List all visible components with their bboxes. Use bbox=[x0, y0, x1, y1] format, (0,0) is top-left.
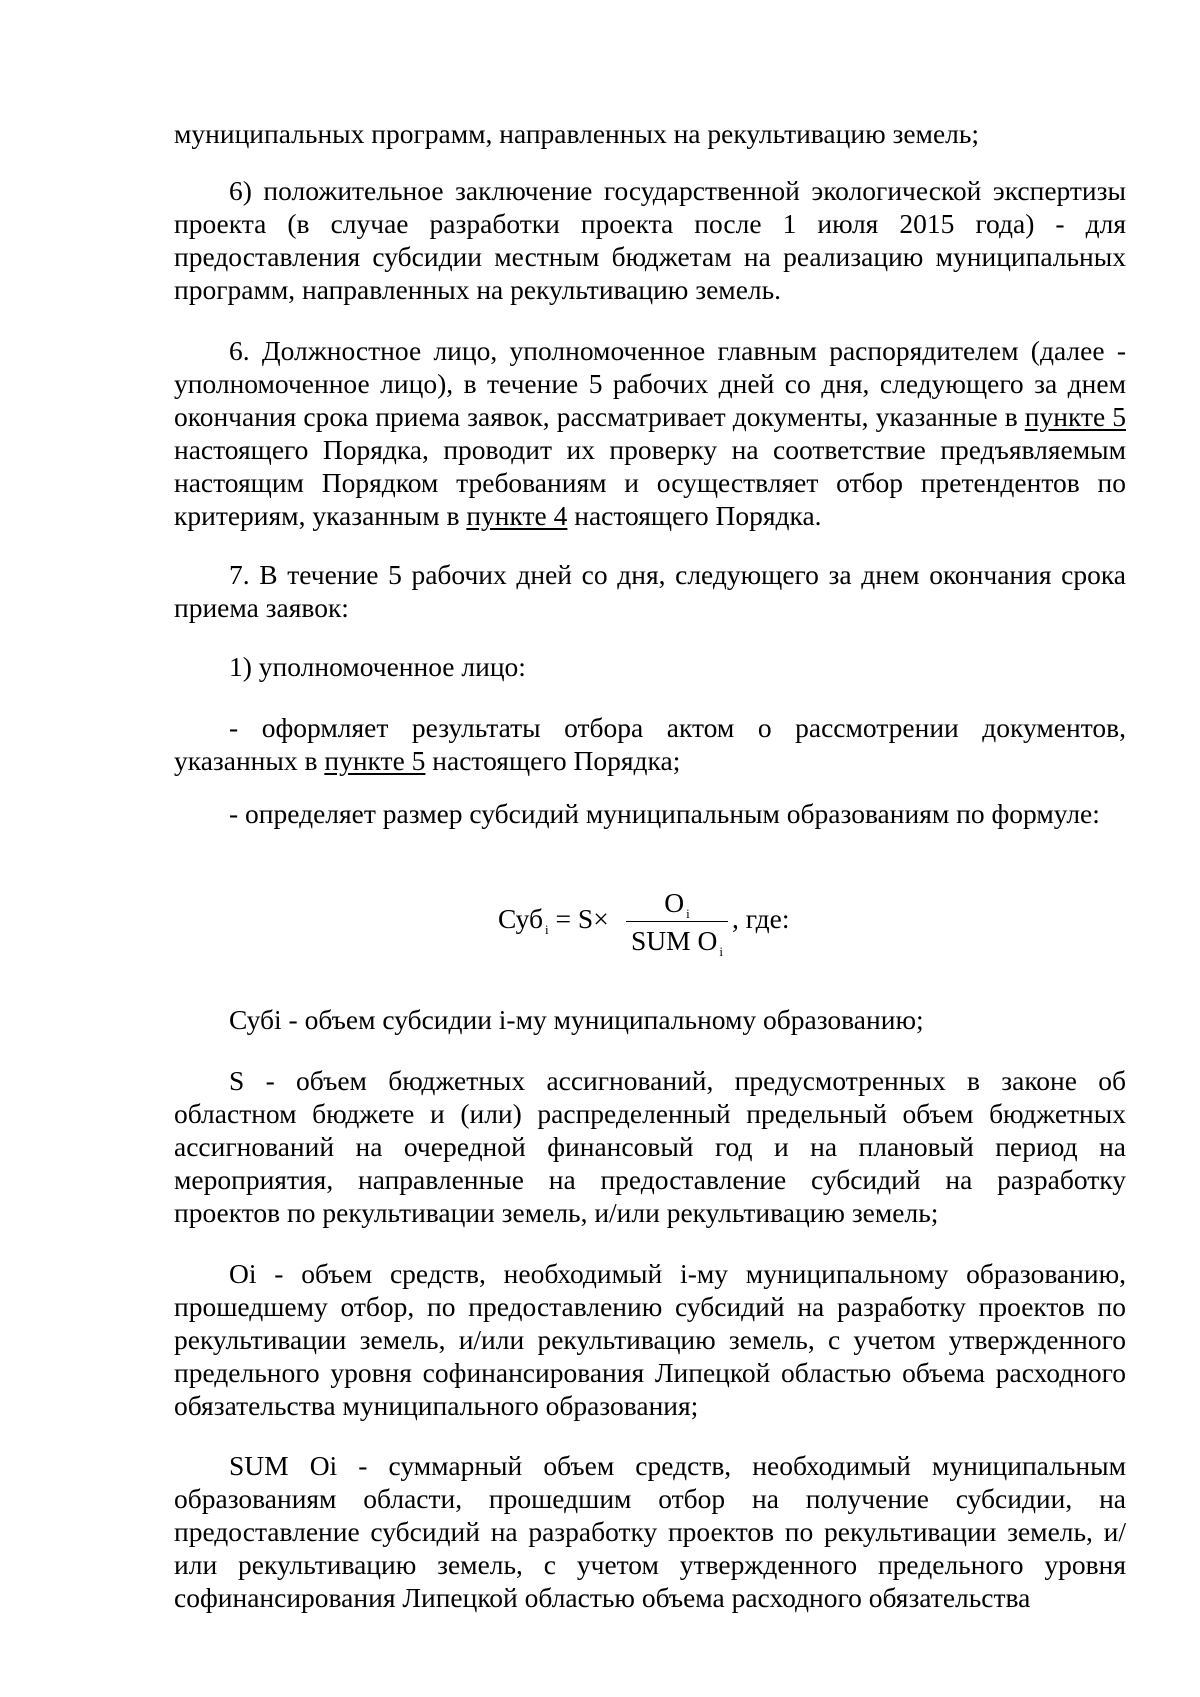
paragraph-clause-7: 7. В течение 5 рабочих дней со дня, следующего за днем окончания срока приема заявок: bbox=[174, 559, 1126, 623]
paragraph-clause-6 bbox=[174, 334, 1126, 532]
formula-tail: , где: bbox=[732, 903, 790, 934]
clause-6-text-start: 6. Должностное лицо, уполномоченное главным распорядителем (далее - уполномоченное лицо), в течение 5 рабочих дней со дня, следующего за днем окончания срока приема заявок, рассматривает документы, указанные в bbox=[174, 335, 1126, 432]
paragraph-def-oi: Oi - объем средств, необходимый i-му муниципальному образованию, прошедшему отбор, по предоставлению субсидий на разработку проектов по рекультивации земель, и/или рекультивацию земель, с учетом утвержденного предельного уровня софинансирования Липецкой областью объема расходного обязательства муниципального образования; bbox=[174, 1258, 1126, 1421]
paragraph-formalize-results bbox=[174, 711, 1126, 777]
paragraph-subitem-1: 1) уполномоченное лицо: bbox=[229, 651, 526, 682]
formalize-text-start: - оформляет результаты отбора актом о рассмотрении документов, указанных в bbox=[174, 712, 1126, 776]
paragraph-item-6: 6) положительное заключение государственной экологической экспертизы проекта (в случае разработки проекта после 1 июля 2015 года) - для предоставления субсидии местным бюджетам на реализацию муниципальных программ, направленных на рекультивацию земель. bbox=[174, 175, 1126, 305]
formalize-text-end: настоящего Порядка; bbox=[425, 745, 681, 776]
paragraph-def-sub: Субi - объем субсидии i-му муниципальному образованию; bbox=[229, 1004, 924, 1035]
paragraph-determine-size: - определяет размер субсидий муниципальным образованиям по формуле: bbox=[229, 798, 1100, 829]
paragraph-def-s: S - объем бюджетных ассигнований, предусмотренных в законе об областном бюджете и (или) распределенный предельный объем бюджетных ассигнований на очередной финансовый год и на плановый период на мероприятия, направленные на предоставление субсидий на разработку проектов по рекультивации земель, и/или рекультивацию земель; bbox=[174, 1065, 1126, 1228]
link-punkt-4[interactable]: пункте 4 bbox=[466, 500, 568, 531]
link-punkt-5[interactable]: пункте 5 bbox=[1024, 401, 1126, 432]
fraction-bar bbox=[626, 921, 728, 922]
formula-fraction bbox=[626, 886, 728, 957]
clause-6-text-end: настоящего Порядка. bbox=[567, 500, 822, 531]
formula-lhs: Суб $_i$ = S× bbox=[498, 903, 609, 937]
link-punkt-5-second[interactable]: пункте 5 bbox=[324, 745, 426, 776]
subsidy-formula bbox=[498, 886, 858, 966]
paragraph-continuation: муниципальных программ, направленных на рекультивацию земель; bbox=[174, 118, 980, 149]
clause-6-text-middle: настоящего Порядка, проводит их проверку на соответствие предъявляемым настоящим Порядком требованиям и осуществляет отбор претендентов по критериям, указанным в bbox=[174, 434, 1126, 531]
formula-denominator: SUM O $_i$ bbox=[631, 925, 723, 959]
paragraph-def-sum-oi: SUM Oi - суммарный объем средств, необходимый муниципальным образованиям области, прошедшим отбор на получение субсидии, на предоставление субсидий на разработку проектов по рекультивации земель, и/или рекультивацию земель, с учетом утвержденного предельного уровня софинансирования Липецкой областью объема расходного обязательства bbox=[174, 1450, 1126, 1613]
formula-numerator: O $_i$ bbox=[664, 887, 690, 921]
